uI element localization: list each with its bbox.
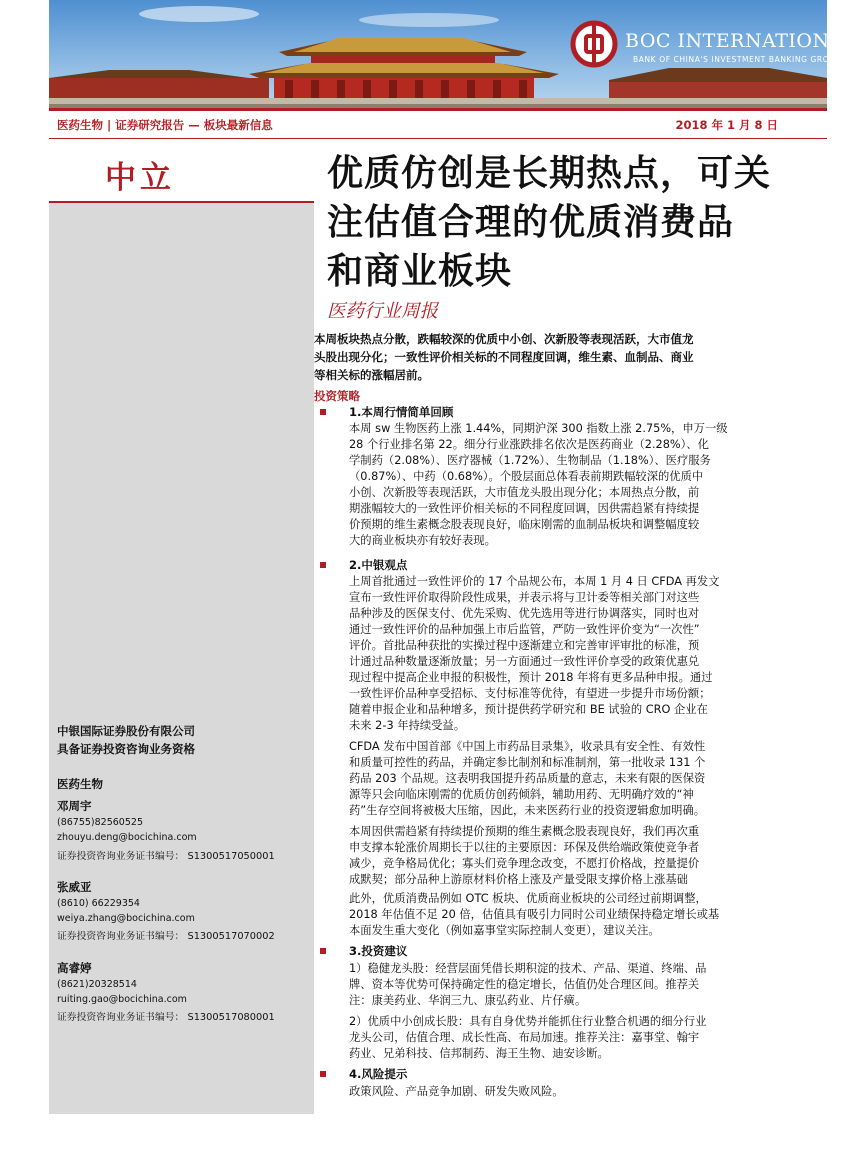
analyst-phone: (8610) 66229354 <box>57 898 140 909</box>
analyst-email[interactable]: ruiting.gao@bocichina.com <box>57 994 187 1005</box>
section-text-line: 2）优质中小创成长股：具有自身优势并能抓住行业整合机遇的细分行业 <box>349 1015 707 1028</box>
section-text-line: 一致性评价品种享受招标、支付标准等优待，有望进一步提升市场份额； <box>349 687 711 700</box>
section-text-line: 1）稳健龙头股：经营层面凭借长期积淀的技术、产品、渠道、终端、品 <box>349 962 707 975</box>
section-text-line: 小创、次新股等表现活跃，大市值龙头股出现分化；本周热点分散，前 <box>349 486 700 499</box>
section-text-line: 大的商业板块亦有较好表现。 <box>349 534 496 547</box>
brand-tagline: BANK OF CHINA'S INVESTMENT BANKING GROUP <box>633 55 841 64</box>
section-text-line: 学制药（2.08%）、医疗器械（1.72%）、生物制品（1.18%）、医疗服务 <box>349 454 711 467</box>
section-text-line: 药业、兄弟科技、信邦制药、海王生物、迪安诊断。 <box>349 1047 609 1060</box>
section-text-line: 品种涉及的医保支付、优先采购、优先选用等进行协调落实，同时也对 <box>349 607 700 620</box>
report-title-line: 注估值合理的优质消费品 <box>327 201 735 243</box>
section-text-line: 本周 sw 生物医药上涨 1.44%，同期沪深 300 指数上涨 2.75%，申万一级 <box>349 422 728 435</box>
sidebar <box>49 139 314 1114</box>
section-bullet-icon <box>320 1071 326 1077</box>
section-text-line: 牌、资本等优势可保持确定性的稳定增长，估值仍处合理区间。推荐关 <box>349 978 700 991</box>
forbidden-city-image <box>49 0 827 108</box>
analyst-name: 邓周宇 <box>57 799 92 813</box>
section-text-line: 期涨幅较大的一致性评价相关标的不同程度回调，因供需趋紧有持续提 <box>349 502 700 515</box>
section-text-line: 2018 年估值不足 20 倍，估值具有吸引力同时公司业绩保持稳定增长或基 <box>349 908 720 921</box>
section-text-line: 本面发生重大变化（例如嘉事堂实际控制人变更），建议关注。 <box>349 924 660 937</box>
section-text-line: 源等只会向临床刚需的优质仿创药倾斜，辅助用药、无明确疗效的“神 <box>349 788 694 801</box>
section-text-line: 宣布一致性评价取得阶段性成果，并表示将与卫计委等相关部门对这些 <box>349 591 700 604</box>
analyst-license: 证券投资咨询业务证书编号： S1300517050001 <box>57 851 275 862</box>
section-text-line: 政策风险、产品竞争加剧、研发失败风险。 <box>349 1085 564 1098</box>
section-text-line: 计通过品种数量逐渐放量；另一方面通过一致性评价享受的政策优惠兑 <box>349 655 700 668</box>
analyst-name: 张威亚 <box>57 880 92 894</box>
section-text-line: （0.87%）、中药（0.68%）。个股层面总体看表前期跌幅较深的优质中 <box>349 470 704 483</box>
section-text-line: 药品 203 个品规。这表明我国提升药品质量的意志，未来有限的医保资 <box>349 772 706 785</box>
section-bullet-icon <box>320 948 326 954</box>
report-category: 医药生物 | 证券研究报告 — 板块最新信息 <box>57 118 273 132</box>
section-text-line: 龙头公司，估值合理、成长性高、布局加速。推荐关注：嘉事堂、翰宇 <box>349 1031 700 1044</box>
section-text-line: 本周因供需趋紧有持续提价预期的维生素概念股表现良好，我们再次重 <box>349 825 700 838</box>
section-heading: 3.投资建议 <box>349 944 408 958</box>
section-text-line: 未来 2-3 年持续受益。 <box>349 719 466 732</box>
section-heading: 2.中银观点 <box>349 558 408 572</box>
analyst-phone: (86755)82560525 <box>57 817 143 828</box>
section-text-line: 随着申报企业和品种增多，预计提供药学研究和 BE 试验的 CRO 企业在 <box>349 703 708 716</box>
section-text-line: 通过一致性评价的品种加强上市后监管，严防一致性评价变为“一次性” <box>349 623 700 636</box>
brand-name: BOC INTERNATIONAL <box>625 30 857 52</box>
report-title-line: 优质仿创是长期热点，可关 <box>327 152 772 194</box>
analyst-license: 证券投资咨询业务证书编号： S1300517070002 <box>57 931 275 942</box>
section-text-line: 注：康美药业、华润三九、康弘药业、片仔癀。 <box>349 994 587 1007</box>
report-date: 2018 年 1 月 8 日 <box>675 118 778 132</box>
section-text-line: 申支撑本轮涨价周期长于以往的主要原因：环保及供给端政策使竞争者 <box>349 841 700 854</box>
summary-line: 头股出现分化；一致性评价相关标的不同程度回调，维生素、血制品、商业 <box>314 350 694 364</box>
section-heading: 1.本周行情简单回顾 <box>349 405 454 419</box>
rating-box <box>49 139 314 203</box>
section-text-line: 成默契；部分品种上游原材料价格上涨及产量受限支撑价格上涨基础 <box>349 873 688 886</box>
sector-label: 医药生物 <box>57 777 103 791</box>
section-text-line: 现过程中提高企业申报的积极性，预计 2018 年将有更多品种申报。通过 <box>349 671 713 684</box>
section-text-line: 价预期的维生素概念股表现良好，临床刚需的血制品板块和调整幅度较 <box>349 518 700 531</box>
section-text-line: CFDA 发布中国首部《中国上市药品目录集》，收录具有安全性、有效性 <box>349 740 706 753</box>
rating: 中立 <box>105 160 175 196</box>
summary-line: 等相关标的涨幅居前。 <box>314 368 429 382</box>
header-divider <box>49 108 827 111</box>
analyst-license: 证券投资咨询业务证书编号： S1300517080001 <box>57 1012 275 1023</box>
section-text-line: 减少，竞争格局优化；寡头们竞争理念改变，不愿打价格战，控量提价 <box>349 857 700 870</box>
analyst-email[interactable]: weiya.zhang@bocichina.com <box>57 913 195 924</box>
strategy-label: 投资策略 <box>314 389 360 403</box>
report-title-line: 和商业板块 <box>327 250 513 292</box>
analyst-phone: (8621)20328514 <box>57 979 137 990</box>
section-text-line: 和质量可控性的药品，并确定参比制剂和标准制剂，第一批收录 131 个 <box>349 756 706 769</box>
company-qualification: 具备证券投资咨询业务资格 <box>57 742 195 756</box>
boc-logo-icon <box>571 21 617 67</box>
section-text-line: 评价。首批品种获批的实操过程中逐渐建立和完善审评审批的标准，预 <box>349 639 700 652</box>
section-text-line: 此外，优质消费品例如 OTC 板块、优质商业板块的公司经过前期调整， <box>349 892 707 905</box>
summary-line: 本周板块热点分散，跌幅较深的优质中小创、次新股等表现活跃，大市值龙 <box>314 332 694 346</box>
section-text-line: 28 个行业排名第 22。细分行业涨跌排名依次是医药商业（2.28%）、化 <box>349 438 709 451</box>
analyst-email[interactable]: zhouyu.deng@bocichina.com <box>57 832 197 843</box>
analyst-name: 高睿婷 <box>57 961 92 975</box>
section-bullet-icon <box>320 562 326 568</box>
header-banner <box>49 0 857 108</box>
report-subtitle: 医药行业周报 <box>327 301 439 322</box>
section-text-line: 上周首批通过一致性评价的 17 个品规公布，本周 1 月 4 日 CFDA 再发文 <box>349 575 720 588</box>
section-bullet-icon <box>320 409 326 415</box>
section-text-line: 药”生存空间将被极大压缩，因此，未来医药行业的投资逻辑愈加明确。 <box>349 804 706 817</box>
section-heading: 4.风险提示 <box>349 1067 408 1081</box>
company-name: 中银国际证券股份有限公司 <box>57 724 195 738</box>
